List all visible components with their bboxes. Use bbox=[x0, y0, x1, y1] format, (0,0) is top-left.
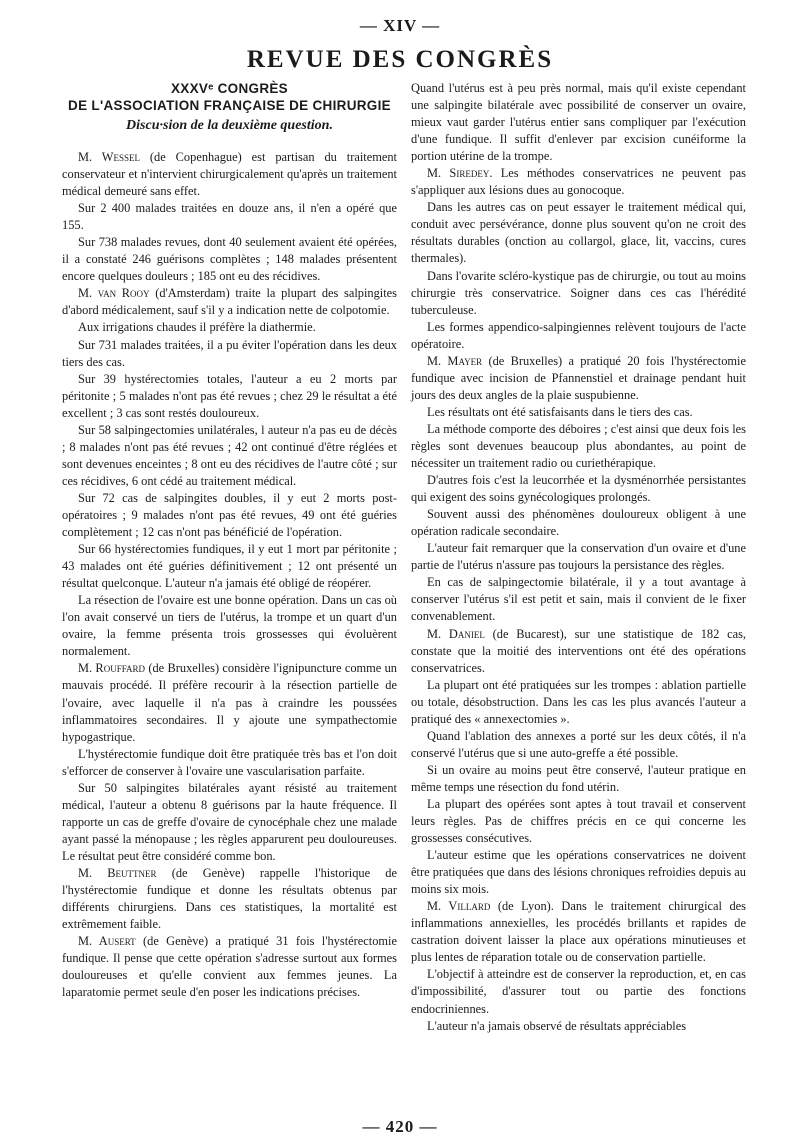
paragraph-text: Aux irrigations chaudes il préfère la diathermie. bbox=[78, 320, 316, 335]
paragraph-text: Sur 58 salpingectomies unilatérales, l auteur n'a pas eu de décès ; 8 malades n'ont pas été revues ; 42 ont continué d'être réglées et sont devenues enceintes ; 8 ont eu des récidives de l'autre côté ; sur ces récidives, 6 ont cédé au traitement médical. bbox=[62, 422, 397, 488]
paragraph bbox=[62, 319, 397, 336]
surgeon-name: M. Beuttner bbox=[78, 865, 157, 880]
paragraph bbox=[62, 660, 397, 745]
surgeon-name: M. Siredey bbox=[427, 166, 490, 181]
paragraph-text: Sur 2 400 malades traitées en douze ans, il n'en a opéré que 155. bbox=[62, 201, 397, 233]
paragraph bbox=[411, 404, 746, 421]
paragraph bbox=[411, 319, 746, 353]
paragraph bbox=[62, 780, 397, 865]
congress-title-line2: DE L'ASSOCIATION FRANÇAISE DE CHIRURGIE bbox=[68, 98, 391, 113]
paragraph-text: Sur 39 hystérectomies totales, l'auteur a eu 2 morts par péritonite ; 5 malades n'ont pas été revues ; chez 29 le résultat a été excellent ; 3 cas sont restés douloureux. bbox=[62, 371, 397, 420]
paragraph-text: Sur 66 hystérectomies fundiques, il y eut 1 mort par péritonite ; 43 malades ont été guéries définitivement ; 12 ont présenté un résultat quelconque. L'auteur n'a jamais été obligé de réopérer. bbox=[62, 542, 397, 591]
paragraph-text: L'objectif à atteindre est de conserver la reproduction, et, en cas d'impossibilité, d'assurer tout ou partie des fonctions endocriniennes. bbox=[411, 967, 746, 1016]
paragraph bbox=[411, 421, 746, 472]
surgeon-name: M. Wessel bbox=[78, 150, 141, 164]
congress-title-line1: XXXVᵉ CONGRÈS bbox=[170, 81, 288, 96]
left-column bbox=[62, 80, 397, 1001]
paragraph-text: Les résultats ont été satisfaisants dans le tiers des cas. bbox=[427, 404, 693, 419]
paragraph bbox=[62, 592, 397, 660]
paragraph-text: En cas de salpingectomie bilatérale, il y a tout avantage à conserver l'utérus s'il est petit et sain, mais il convient de le fixer convenablement. bbox=[411, 575, 746, 624]
surgeon-name: M. Daniel bbox=[427, 626, 485, 641]
paragraph-text: Dans l'ovarite scléro-kystique pas de chirurgie, ou tout au moins chirurgie très conservatrice. Soigner dans ces cas l'hérédité tuberculeuse. bbox=[411, 268, 746, 317]
paragraph bbox=[62, 933, 397, 1001]
paragraph bbox=[411, 472, 746, 506]
paragraph bbox=[62, 371, 397, 422]
paragraph bbox=[62, 865, 397, 933]
surgeon-name: M. Mayer bbox=[427, 353, 483, 368]
left-paragraphs bbox=[62, 149, 397, 1001]
paragraph bbox=[62, 490, 397, 541]
paragraph bbox=[411, 898, 746, 966]
paragraph bbox=[411, 574, 746, 625]
paragraph-text: (de Bruxelles) considère l'ignipuncture comme un mauvais procédé. Il préfère recourir à la résection partielle de l'ovaire, avec laquelle il n'a pas à craindre les poussées inflammatoires secondaires. Il y ajoute une sympathectomie hypogastrique. bbox=[62, 661, 398, 744]
paragraph-text: Sur 72 cas de salpingites doubles, il y eut 2 morts post-opératoires ; 9 malades n'ont pas été revues, 49 ont été guéries complètement ; 12 cas n'ont pas bénéficié de l'opération. bbox=[62, 490, 397, 540]
paragraph-text: D'autres fois c'est la leucorrhée et la dysménorrhée persistantes qui exigent des soins gynécologiques prolongés. bbox=[411, 473, 746, 505]
roman-page-number: — XIV — bbox=[359, 16, 441, 35]
paragraph-text: Sur 731 malades traitées, il a pu éviter l'opération dans les deux tiers des cas. bbox=[62, 337, 397, 369]
paragraph bbox=[411, 199, 746, 267]
paragraph bbox=[62, 234, 397, 285]
paragraph-text: Si un ovaire au moins peut être conservé, l'auteur pratique en même temps une résection du fond utérin. bbox=[411, 762, 746, 794]
page-title: REVUE DES CONGRÈS bbox=[246, 46, 554, 73]
paragraph bbox=[62, 541, 397, 592]
paragraph-text: . Les méthodes conservatrices ne peuvent pas s'appliquer aux lésions dues au gonocoque. bbox=[411, 166, 746, 198]
paragraph bbox=[411, 268, 746, 319]
paragraph-text: Quand l'ablation des annexes a porté sur les deux côtés, il n'a conservé l'utérus que si une auto-greffe a été possible. bbox=[411, 728, 746, 760]
paragraph-text: Quand l'utérus est à peu près normal, mais qu'il existe cependant une salpingite bilatérale avec possibilité de conserver un ovaire, mieux vaut garder l'utérus entier sans compliquer par l'exécution d'une fundique. Il suffit d'enlever par excision cunéiforme la portion utérine de la trompe. bbox=[411, 81, 746, 164]
paragraph bbox=[411, 847, 746, 898]
paragraph-text: (d'Amsterdam) traite la plupart des salpingites d'abord médicalement, sauf s'il y a indication nette de colpotomie. bbox=[62, 286, 397, 318]
paragraph bbox=[411, 728, 746, 762]
paragraph-text: (de Genève) a pratiqué 31 fois l'hystérectomie fundique. Il pense que cette opération s'adresse surtout aux formes douloureuses et qu'elle convient aux femmes jeunes. La laparatomie permet seule d'en poser les indications précises. bbox=[62, 934, 397, 1000]
paragraph bbox=[62, 746, 397, 780]
paragraph bbox=[411, 80, 746, 165]
surgeon-name: M. Rouffard bbox=[78, 661, 146, 676]
paragraph-text: (de Lyon). Dans le traitement chirurgical des inflammations annexielles, les procédés brillants et rapides de castration doivent laisser la place aux opérations minutieuses et plus lentes de réparation totale ou de conservation partielle. bbox=[411, 899, 746, 965]
paragraph-text: L'auteur fait remarquer que la conservation d'un ovaire et d'une partie de l'utérus n'assure pas toujours la persistance des règles. bbox=[411, 541, 746, 573]
paragraph bbox=[411, 966, 746, 1017]
paragraph-text: L'auteur estime que les opérations conservatrices ne doivent être pratiquées que dans des lésions chroniques refroidies depuis au moins six mois. bbox=[411, 848, 746, 897]
paragraph-text: (de Bucarest), sur une statistique de 182 cas, constate que la moitié des interventions ont été des opérations conservatrices. bbox=[411, 626, 746, 675]
paragraph-text: La résection de l'ovaire est une bonne opération. Dans un cas où l'on avait conservé un tiers de l'utérus, la trompe et un quart d'un ovaire, la femme présenta trois grossesses qui évoluèrent normalement. bbox=[62, 593, 397, 659]
paragraph-text: (de Genève) rappelle l'historique de l'hystérectomie fundique et donne les résultats obtenus par différents chirurgiens. Dans ces statistiques, la mortalité est extrêmement faible. bbox=[62, 865, 397, 932]
paragraph bbox=[62, 149, 397, 200]
right-column bbox=[411, 80, 746, 1035]
paragraph-text: (de Copenhague) est partisan du traitement conservateur et n'intervient chirurgicalement qu'après un traitement médical demeuré sans effet. bbox=[62, 150, 398, 199]
paragraph-text: La méthode comporte des déboires ; c'est ainsi que deux fois les règles sont devenues beaucoup plus abondantes, au point de nécessiter un traitement radio ou curiethérapique. bbox=[411, 421, 746, 471]
surgeon-name: M. Villard bbox=[427, 899, 491, 914]
surgeon-name: M. Ausert bbox=[78, 934, 136, 949]
paragraph-text: La plupart ont été pratiquées sur les trompes : ablation partielle ou totale, désobstruction. Dans les cas les plus avancés l'auteur a pratiqué des « annexectomies ». bbox=[411, 677, 746, 726]
paragraph bbox=[411, 540, 746, 574]
paragraph bbox=[62, 285, 397, 319]
discussion-heading: Discu·sion de la deuxième question. bbox=[126, 118, 333, 133]
surgeon-name: M. van Rooy bbox=[78, 286, 150, 301]
paragraph bbox=[411, 626, 746, 677]
paragraph-text: Dans les autres cas on peut essayer le traitement médical qui, conduit avec persévérance, donne plus souvent qu'on ne croit des résultats durables (onction au collargol, glace, lit, vaccins, cures thermales). bbox=[411, 200, 746, 266]
paragraph bbox=[411, 1018, 746, 1035]
paragraph bbox=[62, 337, 397, 371]
paragraph-text: Sur 50 salpingites bilatérales ayant résisté au traitement médical, l'auteur a obtenu 8 guérisons par la haute fréquence. Il rapporte un cas de greffe d'ovaire de cynocéphale chez une malade ayant passé la ménopause ; les règles apparurent peu douloureuses. Le résultat peut être considéré comme bon. bbox=[62, 780, 397, 863]
paragraph bbox=[411, 506, 746, 540]
paragraph bbox=[62, 422, 397, 490]
paragraph-text: Sur 738 malades revues, dont 40 seulement avaient été opérées, il a constaté 246 guérisons complètes ; 148 malades présentent encore quelques douleurs ; 185 ont eu des récidives. bbox=[62, 235, 397, 284]
paragraph-text: (de Bruxelles) a pratiqué 20 fois l'hystérectomie fundique avec incision de Pfannenstiel et drainage pendant huit jours des deux angles de la plaie suspubienne. bbox=[411, 353, 746, 402]
paragraph-text: L'hystérectomie fundique doit être pratiquée très bas et l'on doit s'efforcer de conserver à l'ovaire une vascularisation parfaite. bbox=[62, 746, 397, 778]
paragraph bbox=[411, 165, 746, 199]
paragraph bbox=[62, 200, 397, 234]
paragraph bbox=[411, 762, 746, 796]
paragraph bbox=[411, 677, 746, 728]
paragraph-text: L'auteur n'a jamais observé de résultats appréciables bbox=[427, 1018, 687, 1033]
paragraph-text: La plupart des opérées sont aptes à tout travail et conservent leurs règles. Pas de chiffres précis en ce qui concerne les grossesses consécutives. bbox=[411, 796, 746, 846]
page-number: — 420 — bbox=[362, 1117, 438, 1136]
paragraph bbox=[411, 796, 746, 847]
paragraph-text: Les formes appendico-salpingiennes relèvent toujours de l'acte opératoire. bbox=[411, 319, 746, 351]
paragraph-text: Souvent aussi des phénomènes douloureux obligent à une opération radicale secondaire. bbox=[411, 507, 746, 539]
paragraph bbox=[411, 353, 746, 404]
